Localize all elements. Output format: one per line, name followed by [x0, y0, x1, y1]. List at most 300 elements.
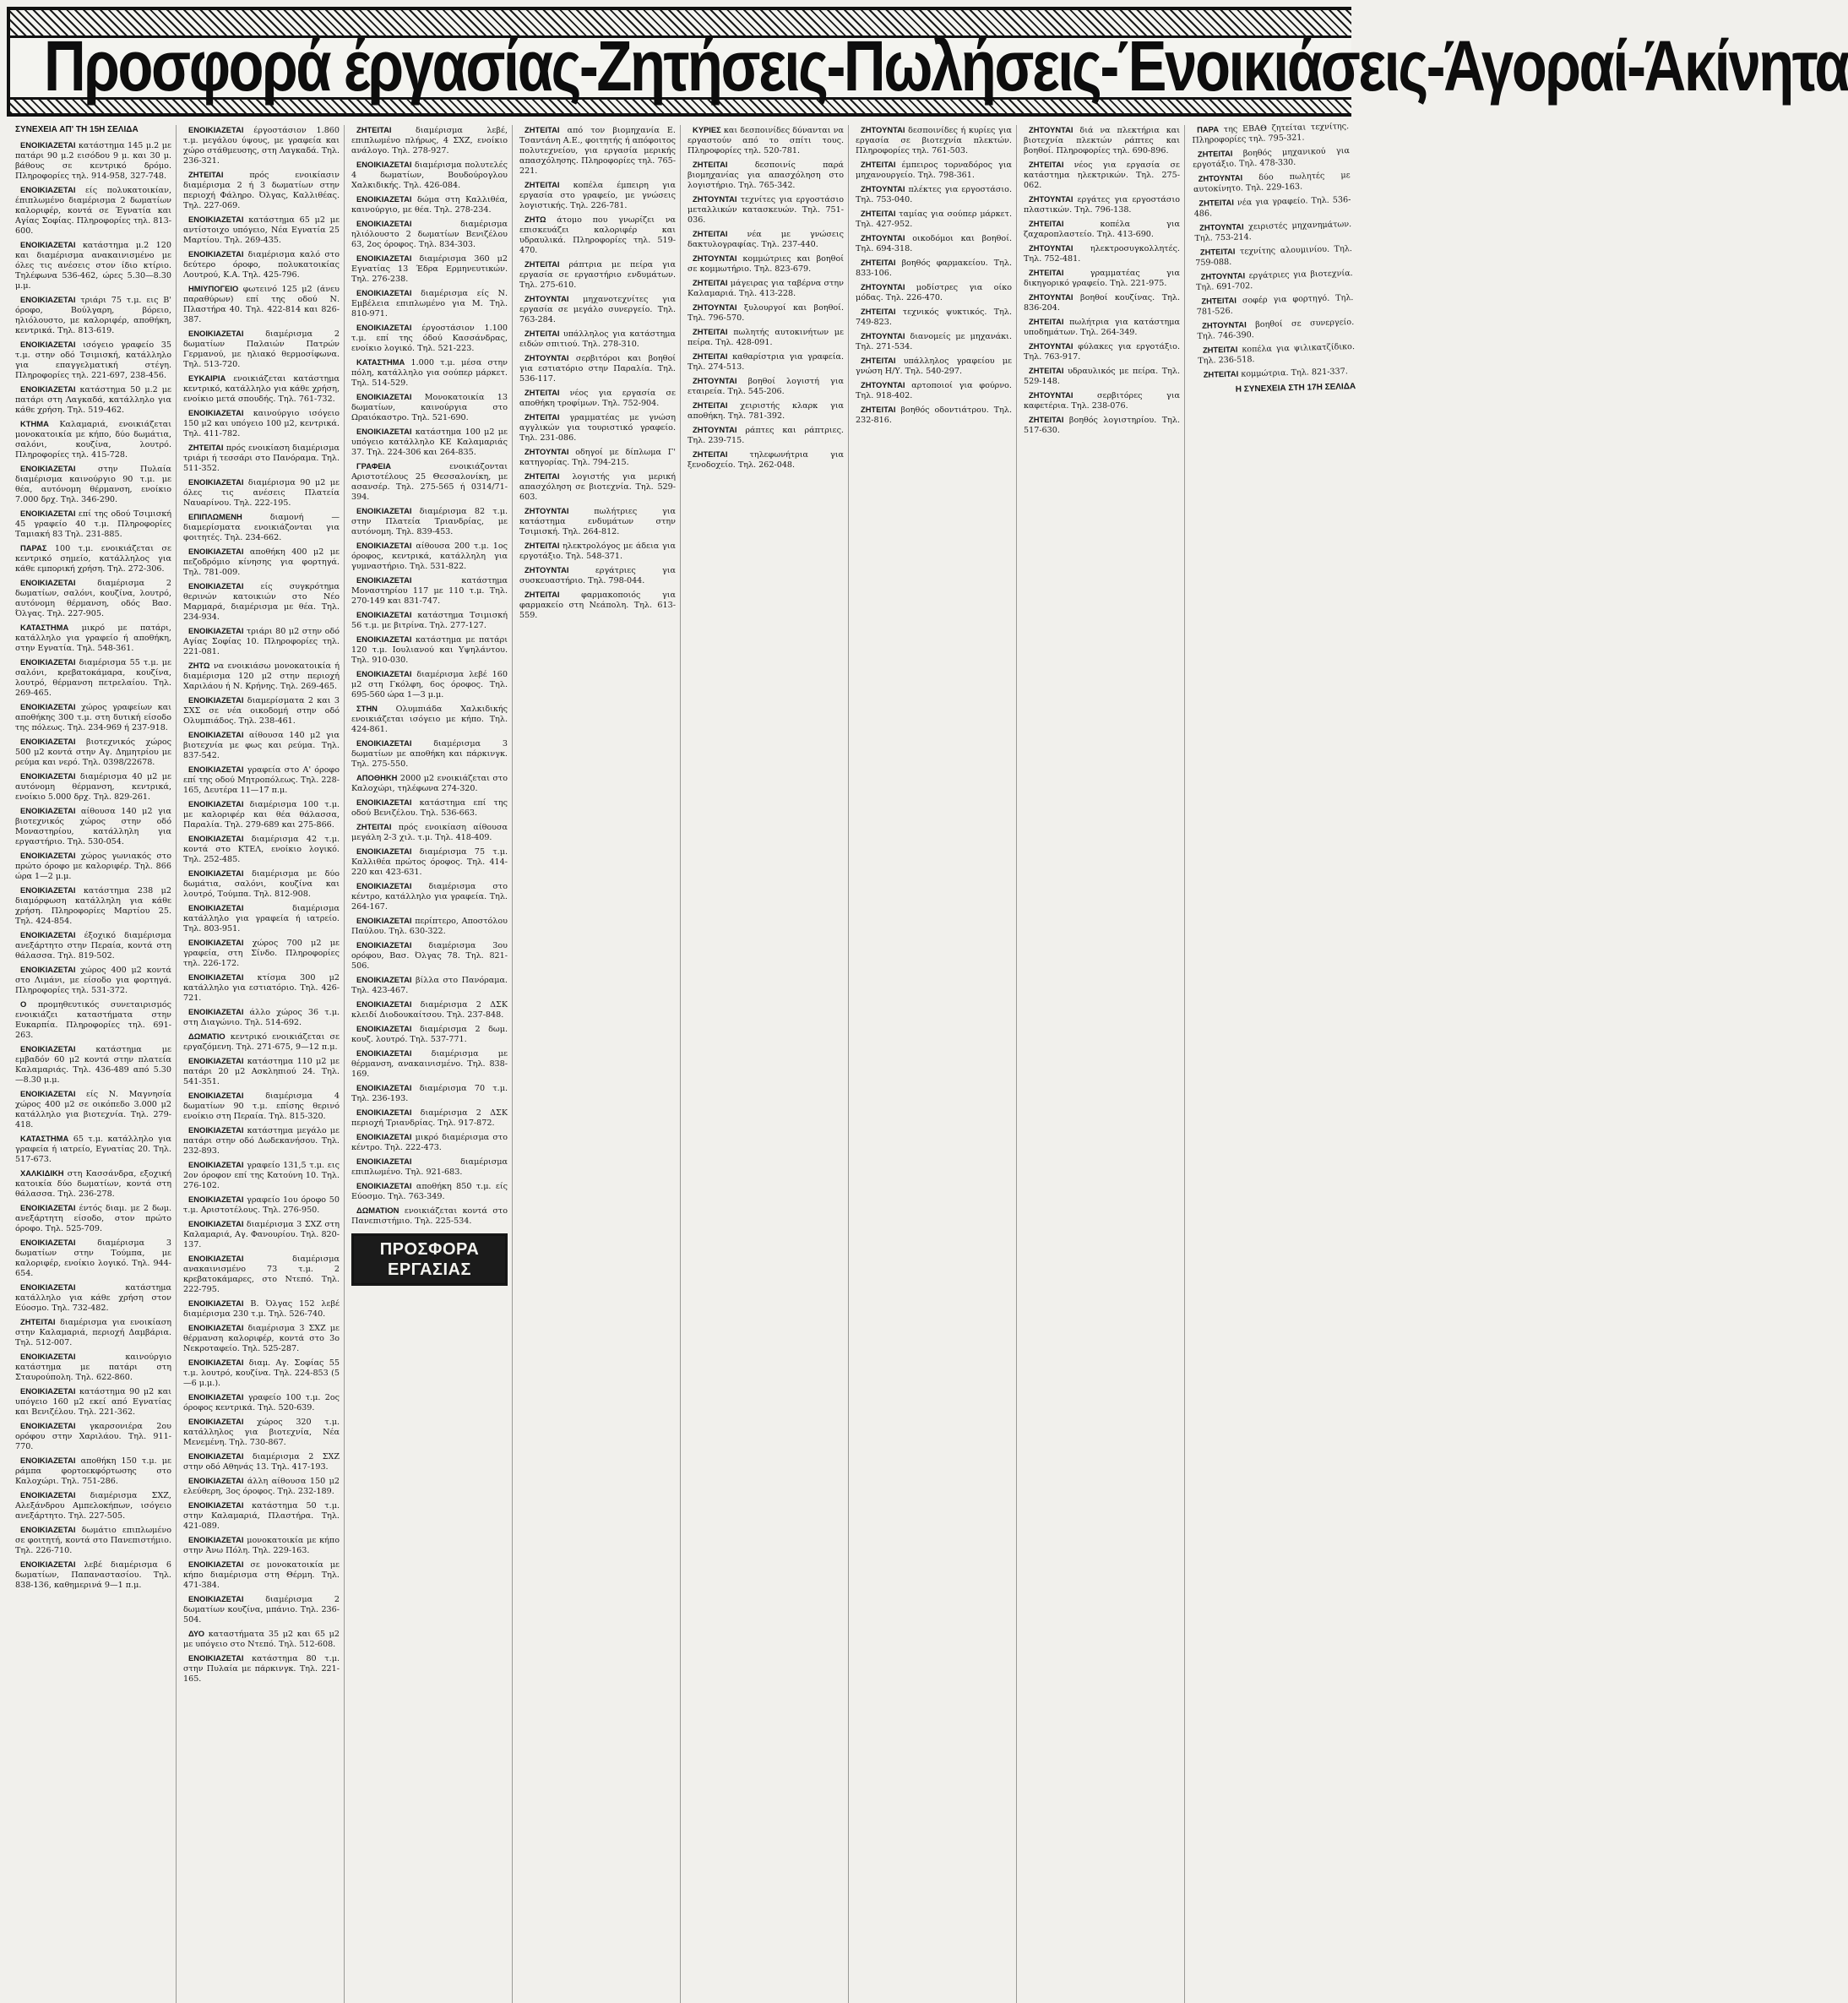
ad-text: 65 τ.μ. κατάλληλο για γραφεία ή ιατρείο, Εγνατίας 20. Τηλ. 517-673.	[15, 1135, 171, 1164]
ad-text: βοηθοί σε συνεργείο. Τηλ. 746-390.	[1197, 318, 1355, 341]
classified-ad	[15, 1203, 171, 1234]
ad-lead-word: ΕΝΟΙΚΙΑΖΕΤΑΙ	[188, 408, 244, 417]
column-3-ads	[351, 125, 508, 1227]
classified-ad	[688, 449, 844, 471]
classified-ad	[519, 471, 676, 503]
column-8-ads	[1192, 121, 1356, 381]
ad-lead-word: ΕΝΟΙΚΙΑΖΕΤΑΙ	[188, 125, 244, 134]
ad-text: βίλλα στο Πανόραμα. Τηλ. 423-467.	[351, 976, 508, 995]
column-7-ads	[1024, 125, 1180, 436]
ad-text: διαμέρισμα 2 ΔΣΚ περιοχή Τριανδρίας. Τηλ. 917-872.	[351, 1108, 508, 1128]
ad-lead-word: ΖΗΤΕΙΤΑΙ	[356, 125, 392, 134]
ad-text: ενοικιάζεται κατάστημα κεντρικό, κατάλληλο για κάθε χρήση, ενοίκιο μετά σπουδής. Τηλ. 761-732.	[183, 374, 340, 404]
ad-text: κατάστημα με πατάρι 120 τ.μ. Ιουλιανού και Υψηλάντου. Τηλ. 910-030.	[351, 635, 508, 665]
classified-ad	[183, 1417, 340, 1448]
ad-lead-word: ΕΝΟΙΚΙΑΖΕΤΑΙ	[188, 1476, 244, 1485]
ad-lead-word: ΖΗΤΟΥΝΤΑΙ	[693, 253, 737, 263]
classified-ad	[15, 1317, 171, 1348]
ad-lead-word: ΕΝΟΙΚΙΑΖΕΤΑΙ	[356, 288, 412, 297]
classified-ad	[856, 405, 1012, 426]
ad-text: διαμέρισμα καλό στο δεύτερο όροφο, πολυκατοικίας Λουτρού, Κ.Α. Τηλ. 425-796.	[183, 250, 340, 280]
ad-text: διαμέρισμα 3 ΣΧΖ με θέρμανση καλοριφέρ, κοντά στο 3ο Νεκροταφείο. Τηλ. 525-287.	[183, 1324, 340, 1353]
continued-from-label: ΣΥΝΕΧΕΙΑ ΑΠ' ΤΗ 15Η ΣΕΛΙΔΑ	[15, 125, 139, 134]
ad-lead-word: ΖΗΤΕΙΤΑΙ	[861, 307, 896, 316]
ad-text: διαμέρισμα 2 ΣΧΖ στην οδό Αθηνάς 13. Τηλ. 417-193.	[183, 1452, 340, 1472]
ad-text: διαμέρισμα στο κέντρο, κατάλληλο για γραφεία. Τηλ. 264-167.	[351, 882, 508, 912]
classified-ad	[183, 1298, 340, 1320]
classified-ad	[688, 253, 844, 275]
classified-ad	[856, 331, 1012, 352]
ad-text: εργάτες για εργοστάσιο πλαστικών. Τηλ. 796-138.	[1024, 195, 1180, 215]
ad-text: χώρος 700 μ2 με γραφεία, στη Σίνδο. Πληροφορίες τηλ. 226-172.	[183, 939, 340, 968]
ad-text: διαμέρισμα για ενοικίαση στην Καλαμαριά, περιοχή Δαμβάρια. Τηλ. 512-007.	[15, 1318, 171, 1347]
ad-text: Β. Όλγας 152 λεβέ διαμέρισμα 230 τ.μ. Τηλ. 526-740.	[183, 1299, 340, 1319]
ad-lead-word: ΕΝΟΙΚΙΑΖΕΤΑΙ	[188, 1125, 244, 1135]
classified-ad	[15, 930, 171, 961]
ad-lead-word: ΖΗΤΕΙΤΑΙ	[525, 590, 560, 599]
ad-lead-word: ΖΗΤΕΙΤΑΙ	[693, 400, 728, 410]
ad-text: διαμονή — διαμερίσματα ενοικιάζονται για φοιτητές. Τηλ. 234-662.	[183, 513, 340, 542]
classified-ad	[183, 170, 340, 211]
ad-lead-word: ΕΝΟΙΚΙΑΖΕΤΑΙ	[356, 1132, 412, 1141]
classifieds-columns	[15, 122, 1356, 2003]
ad-text: καταστήματα 35 μ2 και 65 μ2 με υπόγειο στο Ντεπό. Τηλ. 512-608.	[183, 1630, 340, 1649]
classified-ad	[688, 351, 844, 373]
ad-lead-word: ΖΗΤΕΙΤΑΙ	[693, 327, 728, 336]
classified-ad	[351, 704, 508, 735]
classified-ad	[1024, 268, 1180, 289]
ad-text: επί της οδού Τσιμισκή 45 γραφείο 40 τ.μ. Πληροφορίες Ταμιακή 83 Τηλ. 231-885.	[15, 509, 171, 539]
classified-ad	[351, 634, 508, 666]
ad-lead-word: ΖΗΤΟΥΝΤΑΙ	[1029, 125, 1073, 134]
ad-text: υπάλληλος γραφείου με γνώση Η/Υ. Τηλ. 540-297.	[856, 357, 1012, 376]
ad-text: διαμέρισμα 42 τ.μ. κοντά στο ΚΤΕΛ, ενοίκιο λογικό. Τηλ. 252-485.	[183, 835, 340, 864]
ad-lead-word: ΕΝΟΙΚΙΑΖΕΤΑΙ	[356, 916, 412, 925]
ad-lead-word: ΖΗΤΕΙΤΑΙ	[1029, 160, 1064, 169]
ad-lead-word: ΖΗΤΕΙΤΑΙ	[1201, 295, 1237, 306]
classified-ad	[183, 1559, 340, 1591]
ad-lead-word: ΕΝΟΙΚΙΑΖΕΤΑΙ	[20, 930, 76, 939]
classified-ad	[15, 737, 171, 768]
classified-ad	[1192, 121, 1350, 146]
classified-ad	[1024, 194, 1180, 215]
ad-lead-word: ΕΝΟΙΚΙΑΖΕΤΑΙ	[20, 851, 76, 860]
ad-lead-word: ΖΗΤΕΙΤΑΙ	[1029, 317, 1064, 326]
ad-text: είς συγκρότημα θερινών κατοικιών στο Νέο Μαρμαρά, διαμέρισμα με θέα. Τηλ. 234-934.	[183, 582, 340, 622]
ad-text: ενοικιάζονται Αριστοτέλους 25 Θεσσαλονίκη, με ασανσέρ. Τηλ. 275-565 ή 0314/71-394.	[351, 462, 508, 502]
ad-lead-word: ΕΝΟΙΚΙΑΖΕΤΑΙ	[20, 1525, 76, 1534]
classified-ad	[351, 669, 508, 700]
ad-lead-word: ΕΝΟΙΚΙΑΖΕΤΑΙ	[20, 1352, 76, 1361]
classified-ad	[183, 626, 340, 657]
ad-lead-word: ΕΝΟΙΚΙΑΖΕΤΑΙ	[356, 797, 412, 807]
classified-ad	[15, 885, 171, 927]
ad-text: 100 τ.μ. ενοικιάζεται σε κεντρικό σημείο, κατάλληλος για κάθε εμπορική χρήση. Τηλ. 272-306.	[15, 544, 171, 574]
classified-ad	[351, 1157, 508, 1178]
ad-lead-word: ΖΗΤΕΙΤΑΙ	[525, 125, 560, 134]
ad-text: τεχνίτης αλουμινίου. Τηλ. 759-088.	[1195, 244, 1353, 268]
ad-text: και δεσποινίδες δύνανται να εργαστούν από το σπίτι τους. Πληροφορίες τηλ. 520-781.	[688, 126, 844, 155]
ad-lead-word: ΖΗΤΕΙΤΑΙ	[525, 329, 560, 338]
ad-text: υδραυλικός με πείρα. Τηλ. 529-148.	[1024, 367, 1180, 386]
ad-text: αίθουσα 200 τ.μ. 1ος όροφος, κεντρικά, κατάλληλη για γυμναστήριο. Τηλ. 531-822.	[351, 542, 508, 571]
classified-ad	[688, 160, 844, 191]
classified-ad	[183, 972, 340, 1004]
classified-ad	[15, 1352, 171, 1383]
classified-ad	[15, 806, 171, 847]
classified-ad	[15, 702, 171, 733]
ad-text: πωλητής αυτοκινήτων με πείρα. Τηλ. 428-091.	[688, 328, 844, 347]
ad-text: της ΕΒΑΘ ζητείται τεχνίτης. Πληροφορίες τηλ. 795-321.	[1192, 122, 1350, 145]
ad-lead-word: ΖΗΤΕΙΤΑΙ	[693, 278, 728, 287]
classified-ad	[183, 1125, 340, 1157]
ad-text: κατάστημα μ.2 120 και διαμέρισμα ανακαινισμένο με όλες τις ανέσεις στον ίδιο κτίριο. Τηλέφωνα 536-462, ώρες 5.30—8.30 μ.μ.	[15, 241, 171, 291]
ad-lead-word: ΖΗΤΕΙΤΑΙ	[525, 541, 560, 550]
classified-ad	[183, 1653, 340, 1685]
ad-lead-word: ΠΑΡΑ	[1196, 124, 1220, 134]
classified-ad	[688, 376, 844, 397]
ad-lead-word: ΖΗΤΟΥΝΤΑΙ	[693, 302, 737, 312]
ad-text: πωλήτριες για κατάστημα ενδυμάτων στην Τσιμισκή. Τηλ. 264-812.	[519, 507, 676, 536]
ad-text: νέος για εργασία σε αποθήκη τροφίμων. Τηλ. 752-904.	[519, 389, 676, 408]
column-2-ads	[183, 125, 340, 1685]
ad-text: δωμάτιο επιπλωμένο σε φοιτητή, κοντά στο Πανεπιστήμιο. Τηλ. 226-710.	[15, 1526, 171, 1555]
ad-text: νέα για γραφείο. Τηλ. 536-486.	[1193, 195, 1351, 219]
classified-ad	[351, 288, 508, 319]
ad-lead-word: ΧΑΛΚΙΔΙΚΗ	[20, 1168, 64, 1178]
ad-text: έντός διαμ. με 2 δωμ. ανεξάρτητη είσοδο, στον πρώτο όροφο. Τηλ. 525-709.	[15, 1204, 171, 1233]
ad-lead-word: ΖΗΤΟΥΝΤΑΙ	[525, 447, 569, 456]
classified-ad	[183, 868, 340, 900]
ad-lead-word: ΖΗΤΟΥΝΤΑΙ	[1029, 341, 1073, 351]
ad-text: πρός ενοικίασιν διαμέρισμα 2 ή 3 δωματίων στην περιοχή Φάληρο. Όλγας, Καλλιθέας. Τηλ. 227-069.	[183, 171, 340, 210]
classified-ad	[856, 209, 1012, 230]
classified-ad	[183, 1007, 340, 1028]
ad-lead-word: ΕΝΟΙΚΙΑΖΕΤΑΙ	[356, 1181, 412, 1190]
ad-text: διά να πλεκτήρια και βιοτεχνία πλεκτών ράπτες και βοηθοί. Πληροφορίες τηλ. 690-896.	[1024, 126, 1180, 155]
ad-text: διαμέρισμα 75 τ.μ. Καλλιθέα πρώτος όροφος. Τηλ. 414-220 και 423-631.	[351, 847, 508, 877]
ad-lead-word: ΖΗΤΕΙΤΑΙ	[693, 160, 728, 169]
classified-ad	[183, 249, 340, 280]
ad-lead-word: ΖΗΤΕΙΤΑΙ	[1199, 246, 1236, 257]
ad-text: γκαρσονιέρα 2ου ορόφου στην Χαριλάου. Τηλ. 911-770.	[15, 1422, 171, 1451]
continued-to-label: Η ΣΥΝΕΧΕΙΑ ΣΤΗ 17Η ΣΕΛΙΔΑ	[1235, 382, 1356, 395]
ad-text: αίθουσα 140 μ2 για βιοτεχνία με φως και ρεύμα. Τηλ. 837-542.	[183, 731, 340, 760]
ad-text: διανομείς με μηχανάκι. Τηλ. 271-534.	[856, 332, 1012, 351]
ad-text: διαμέρισμα ηλιόλουστο 2 δωματίων Βενιζέλου 63, 2ος όροφος. Τηλ. 834-303.	[351, 220, 508, 249]
ad-text: στην Πυλαία διαμέρισμα καινούργιο 90 τ.μ. με θέα, αυτόνομη θέρμανση, ενοίκιο 7.000 δρχ. Τηλ. 346-290.	[15, 465, 171, 504]
ad-lead-word: ΖΗΤΟΥΝΤΑΙ	[861, 125, 905, 134]
ad-lead-word: ΕΝΟΙΚΙΑΖΕΤΑΙ	[188, 799, 244, 808]
classified-ad	[1196, 268, 1354, 293]
ad-lead-word: ΕΝΟΙΚΙΑΖΕΤΑΙ	[356, 1157, 412, 1166]
classified-ad	[856, 356, 1012, 377]
ad-lead-word: ΖΗΤΟΥΝΤΑΙ	[525, 506, 569, 515]
ad-lead-word: ΕΝΟΙΚΙΑΖΕΤΑΙ	[20, 340, 76, 349]
ad-text: κατάστημα 145 μ.2 με πατάρι 90 μ.2 εισόδου 9 μ. και 30 μ. βάθους σε κεντρικό δρόμο. Πληροφορίες τηλ. 914-958, 327-748.	[15, 141, 171, 181]
ad-text: έργοστάσιον 1.100 τ.μ. επί της όδού Κασσάνδρας, ενοίκιο λογικό. Τηλ. 521-223.	[351, 324, 508, 353]
ad-text: διαμέρισμα λεβέ, επιπλωμένο πλήρως, 4 ΣΧΖ, ενοίκιο ανάλογο. Τηλ. 278-927.	[351, 126, 508, 155]
ad-text: χώρος 400 μ2 κοντά στο Λιμάνι, με είσοδο για φορτηγά. Πληροφορίες τηλ. 531-372.	[15, 966, 171, 995]
classified-ad	[15, 623, 171, 654]
classified-ad	[856, 282, 1012, 303]
ad-text: έμπειρος τορναδόρος για μηχανουργείο. Τηλ. 798-361.	[856, 161, 1012, 180]
ad-lead-word: ΕΝΟΙΚΙΑΖΕΤΑΙ	[20, 384, 76, 394]
ad-lead-word: ΕΝΟΙΚΙΑΖΕΤΑΙ	[188, 1559, 244, 1569]
column-7	[1024, 125, 1185, 2003]
classified-ad	[519, 329, 676, 350]
classified-ad	[351, 881, 508, 912]
classified-ad	[351, 253, 508, 285]
ad-lead-word: ΖΗΤΕΙΤΑΙ	[1029, 219, 1064, 228]
classified-ad	[1195, 243, 1353, 269]
ad-text: είς Ν. Μαγνησία χώρος 400 μ2 σε οικόπεδο 3.000 μ2 κατάλληλο για βιοτεχνία. Τηλ. 279-418.	[15, 1090, 171, 1129]
classified-ad	[15, 1044, 171, 1086]
ad-text: κοπέλα για ζαχαροπλαστείο. Τηλ. 413-690.	[1024, 220, 1180, 239]
ad-lead-word: ΖΗΤΕΙΤΑΙ	[1029, 268, 1064, 277]
ad-lead-word: ΖΗΤΕΙΤΑΙ	[1203, 368, 1239, 379]
ad-lead-word: ΕΝΟΙΚΙΑΖΕΤΑΙ	[188, 1653, 244, 1663]
ad-lead-word: ΖΗΤΕΙΤΑΙ	[861, 160, 896, 169]
ad-text: δεσποινίς παρά βιομηχανίας για απασχόληση στο λογιστήριο. Τηλ. 765-342.	[688, 161, 844, 190]
ad-lead-word: ΚΥΡΙΕΣ	[693, 125, 721, 134]
ad-text: λογιστής για μερική απασχόληση σε βιοτεχνία. Τηλ. 529-603.	[519, 472, 676, 502]
ad-lead-word: ΕΝΟΙΚΙΑΖΕΤΑΙ	[188, 972, 244, 982]
ad-lead-word: ΕΝΟΙΚΙΑΖΕΤΑΙ	[356, 940, 412, 950]
classified-ad	[15, 1456, 171, 1487]
ad-text: διαμέρισμα 3 ΣΧΖ στη Καλαμαριά, Αγ. Φανουρίου. Τηλ. 820-137.	[183, 1220, 340, 1249]
ad-text: από τον βιομηχανία Ε. Τσαντάνη Α.Ε., φοιτητής ή απόφοιτος πολυτεχνείου, για εργασία μερικής απασχόλησης. Πληροφορίες τηλ. 765-221.	[519, 126, 676, 176]
ad-lead-word: ΖΗΤΕΙΤΑΙ	[1029, 366, 1064, 375]
ad-lead-word: ΖΗΤΟΥΝΤΑΙ	[1029, 292, 1073, 302]
ad-lead-word: ΔΥΟ	[188, 1629, 205, 1638]
ad-lead-word: ΖΗΤΟΥΝΤΑΙ	[861, 233, 905, 242]
ad-text: εργάτριες για συσκευαστήριο. Τηλ. 798-044.	[519, 566, 676, 585]
ad-lead-word: ΕΝΟΙΚΙΑΖΕΤΑΙ	[356, 1048, 412, 1058]
classified-ad	[1198, 366, 1356, 381]
ad-text: διαμέρισμα 2 δωμ. κουζ. λουτρό. Τηλ. 537-771.	[351, 1025, 508, 1044]
classified-ad	[183, 1031, 340, 1053]
ad-lead-word: ΖΗΤΕΙΤΑΙ	[1202, 344, 1238, 355]
ad-text: πρός ενοικίαση αίθουσα μεγάλη 2-3 χιλ. τ.μ. Τηλ. 418-409.	[351, 823, 508, 842]
ad-text: πωλήτρια για κατάστημα υποδημάτων. Τηλ. 264-349.	[1024, 318, 1180, 337]
ad-text: διαμέρισμα 2 ΔΣΚ κλειδί Διοδουκαίτσου. Τηλ. 237-848.	[351, 1000, 508, 1020]
ad-lead-word: ΕΝΟΙΚΙΑΖΕΤΑΙ	[188, 1056, 244, 1065]
classified-ad	[183, 903, 340, 934]
ad-text: σερβιτόροι και βοηθοί για εστιατόριο στην Παραλία. Τηλ. 536-117.	[519, 354, 676, 384]
ad-lead-word: ΖΗΤΩ	[525, 215, 546, 224]
ad-text: κομμώτριες και βοηθοί σε κομμωτήριο. Τηλ. 823-679.	[688, 254, 844, 274]
classified-ad	[351, 916, 508, 937]
ad-lead-word: ΕΝΟΙΚΙΑΖΕΤΑΙ	[188, 1160, 244, 1169]
ad-text: διαμέρισμα με δύο δωμάτια, σαλόνι, κουζίνα και λουτρό, Τούμπα. Τηλ. 812-908.	[183, 869, 340, 899]
ad-lead-word: Ο	[20, 999, 27, 1009]
classified-ad	[183, 730, 340, 761]
ad-lead-word: ΖΗΤΕΙΤΑΙ	[693, 449, 728, 459]
ad-lead-word: ΖΗΤΟΥΝΤΑΙ	[1199, 221, 1244, 232]
classified-ad	[351, 738, 508, 770]
ad-lead-word: ΕΝΟΙΚΙΑΖΕΤΑΙ	[188, 215, 244, 224]
classified-ad	[688, 400, 844, 422]
classified-ad	[183, 408, 340, 439]
classified-ad	[15, 1525, 171, 1556]
classified-ad	[15, 1559, 171, 1591]
ad-text: κατάστημα 50 τ.μ. στην Καλαμαριά, Πλαστήρα. Τηλ. 421-089.	[183, 1501, 340, 1531]
ad-text: κατάστημα κατάλληλο για κάθε χρήση στον Εύοσμο. Τηλ. 732-482.	[15, 1283, 171, 1313]
ad-text: γραφείο 131,5 τ.μ. εις 2ον όροφον επί της Κατούνη 10. Τηλ. 276-102.	[183, 1161, 340, 1190]
classified-ad	[856, 160, 1012, 181]
ad-text: κατάστημα Τσιμισκή 56 τ.μ. με βιτρίνα. Τηλ. 277-127.	[351, 611, 508, 630]
ad-text: διαμέρισμα πολυτελές 4 δωματίων, Βουδούρογλου Χαλκιδικής. Τηλ. 426-084.	[351, 161, 508, 190]
ad-lead-word: ΖΗΤΟΥΝΤΑΙ	[1029, 390, 1073, 400]
ad-text: διαμέρισμα κατάλληλο για γραφεία ή ιατρείο. Τηλ. 803-951.	[183, 904, 340, 933]
classified-ad	[351, 1024, 508, 1045]
classified-ad	[15, 419, 171, 460]
ad-lead-word: ΕΥΚΑΙΡΙΑ	[188, 373, 226, 383]
classified-ad	[351, 1132, 508, 1153]
ad-text: άλλη αίθουσα 150 μ2 ελεύθερη, 3ος όροφος. Τηλ. 232-189.	[183, 1477, 340, 1496]
ad-text: περίπτερο, Αποστόλου Παύλου. Τηλ. 630-322.	[351, 917, 508, 936]
ad-text: στη Κασσάνδρα, εξοχική κατοικία δύο δωματίων, κοντά στη θάλασσα. Τηλ. 236-278.	[15, 1169, 171, 1199]
ad-text: προμηθευτικός συνεταιρισμός ενοικιάζει καταστήματα στην Ευκαρπία. Πληροφορίες τηλ. 691-263.	[15, 1000, 171, 1040]
ad-lead-word: ΕΝΟΙΚΙΑΖΕΤΑΙ	[188, 1254, 244, 1263]
classified-ad	[183, 1594, 340, 1625]
classified-ad	[688, 327, 844, 348]
ad-lead-word: ΕΝΟΙΚΙΑΖΕΤΑΙ	[356, 160, 412, 169]
ad-lead-word: ΕΝΟΙΚΙΑΖΕΤΑΙ	[188, 1451, 244, 1461]
ad-text: τηλεφωνήτρια για ξενοδοχείο. Τηλ. 262-048.	[688, 450, 844, 470]
ad-lead-word: ΕΝΟΙΚΙΑΖΕΤΑΙ	[188, 1195, 244, 1204]
ad-text: μικρό με πατάρι, κατάλληλο για γραφείο ή αποθήκη, στην Εγνατία. Τηλ. 548-361.	[15, 623, 171, 653]
ad-text: τριάρι 75 τ.μ. εις Β' όροφο, Βούλγαρη, βόρειο, ηλιόλουστο, με καλοριφέρ, αποθήκη, κεντρικά. Τηλ. 813-619.	[15, 296, 171, 335]
ad-text: διαμέρισμα 2 δωματίων κουζίνα, μπάνιο. Τηλ. 236-504.	[183, 1595, 340, 1625]
ad-text: καινούργιο κατάστημα με πατάρι στη Σταυρούπολη. Τηλ. 622-860.	[15, 1353, 171, 1382]
ad-lead-word: ΕΝΟΙΚΙΑΖΕΤΑΙ	[20, 185, 76, 194]
ad-lead-word: ΕΝΟΙΚΙΑΖΕΤΑΙ	[20, 1456, 76, 1465]
classified-ad	[183, 1476, 340, 1497]
classified-ad	[351, 1181, 508, 1202]
ad-text: ταμίας για σούπερ μάρκετ. Τηλ. 427-952.	[856, 210, 1012, 229]
classified-ad	[1193, 145, 1351, 171]
ad-lead-word: ΔΩΜΑΤΙΟ	[188, 1031, 226, 1041]
classified-ad	[15, 1134, 171, 1165]
classified-ad	[1197, 317, 1355, 342]
ad-lead-word: ΕΝΟΙΚΙΑΖΕΤΑΙ	[188, 765, 244, 774]
classified-ad	[183, 477, 340, 509]
ad-lead-word: ΖΗΤΕΙΤΑΙ	[525, 259, 560, 269]
classified-ad	[856, 184, 1012, 205]
classified-ad	[15, 464, 171, 505]
ad-text: σοφέρ για φορτηγό. Τηλ. 781-526.	[1196, 293, 1354, 317]
ad-text: δεσποινίδες ή κυρίες για εργασία σε βιοτεχνία πλεκτών. Πληροφορίες τηλ. 761-503.	[856, 126, 1012, 155]
ad-text: φύλακες για εργοτάξιο. Τηλ. 763-917.	[1024, 342, 1180, 362]
ad-lead-word: ΕΝΟΙΚΙΑΖΕΤΑΙ	[188, 903, 244, 912]
ad-lead-word: ΕΝΟΙΚΙΑΖΕΤΑΙ	[188, 329, 244, 338]
ad-text: 2000 μ2 ενοικιάζεται στο Καλοχώρι, τηλέφωνα 274-320.	[351, 774, 508, 793]
ad-lead-word: ΕΝΟΙΚΙΑΖΕΤΑΙ	[356, 1083, 412, 1092]
ad-lead-word: ΚΑΤΑΣΤΗΜΑ	[356, 357, 405, 367]
ad-text: βοηθός μηχανικού για εργοτάξιο. Τηλ. 478-330.	[1193, 146, 1351, 170]
ad-text: αποθήκη 400 μ2 με πεζοδρόμιο κίνησης για φορτηγά. Τηλ. 781-009.	[183, 547, 340, 577]
ad-text: κατάστημα 50 μ.2 με πατάρι στη Λαγκαδά, κατάλληλο για κάθε χρήση. Τηλ. 519-462.	[15, 385, 171, 415]
classified-ad	[1193, 194, 1351, 220]
ad-text: γραφείο 100 τ.μ. 2ος όροφος κεντρικά. Τηλ. 520-639.	[183, 1393, 340, 1412]
ad-lead-word: ΕΝΟΙΚΙΑΖΕΤΑΙ	[20, 1203, 76, 1212]
ad-text: κατάστημα 65 μ2 με αντίστοιχο υπόγειο, Νέα Εγνατία 25 Μαρτίου. Τηλ. 269-435.	[183, 215, 340, 245]
ad-lead-word: ΑΠΟΘΗΚΗ	[356, 773, 398, 782]
ad-text: γραφεία στο Α' όροφο επί της οδού Μητροπόλεως. Τηλ. 228-165, Δευτέρα 11—17 π.μ.	[183, 765, 340, 795]
classified-ad	[351, 999, 508, 1021]
classified-ad	[519, 590, 676, 621]
ad-text: διαμ. Αγ. Σοφίας 55 τ.μ. λουτρό, κουζίνα. Τηλ. 224-853 (5—6 μ.μ.).	[183, 1358, 340, 1388]
classified-ad	[15, 1168, 171, 1200]
column-1-ads	[15, 140, 171, 1591]
classified-ad	[856, 233, 1012, 254]
classified-ad	[688, 229, 844, 250]
classified-ad	[183, 1323, 340, 1354]
ad-text: διαμέρισμα είς Ν. Εμβέλεια επιπλωμένο για Μ. Τηλ. 810-971.	[351, 289, 508, 318]
ad-text: τεχνικός ψυκτικός. Τηλ. 749-823.	[856, 308, 1012, 327]
ad-text: τριάρι 80 μ2 στην οδό Αγίας Σοφίας 10. Πληροφορίες τηλ. 221-081.	[183, 627, 340, 656]
classified-ad	[519, 412, 676, 444]
ad-text: διαμέρισμα ΣΧΖ, Αλεξάνδρου Αμπελοκήπων, ισόγειο ανεξάρτητο. Τηλ. 227-505.	[15, 1491, 171, 1521]
ad-lead-word: ΕΝΟΙΚΙΑΖΕΤΑΙ	[188, 477, 244, 487]
ad-lead-word: ΕΝΟΙΚΙΑΖΕΤΑΙ	[356, 1024, 412, 1033]
ad-text: διαμέρισμα λεβέ 160 μ2 στη Γκόλφη, 6ος όροφος. Τηλ. 695-560 ώρα 1—3 μ.μ.	[351, 670, 508, 699]
classified-ad	[183, 1358, 340, 1389]
classified-ad	[1196, 292, 1354, 318]
ad-lead-word: ΕΝΟΙΚΙΑΖΕΤΑΙ	[20, 240, 76, 249]
classified-ad	[856, 258, 1012, 279]
ad-text: κατάστημα Μοναστηρίου 117 με 110 τ.μ. Τηλ. 270-149 και 831-747.	[351, 576, 508, 606]
ad-text: σε μονοκατοικία με κήπο διαμέρισμα στη Θέρμη. Τηλ. 471-384.	[183, 1560, 340, 1590]
ad-lead-word: ΕΝΟΙΚΙΑΖΕΤΑΙ	[20, 702, 76, 711]
classified-ad	[183, 1629, 340, 1650]
ad-text: βοηθοί κουζίνας. Τηλ. 836-204.	[1024, 293, 1180, 313]
ad-text: πλέκτες για εργοστάσιο. Τηλ. 753-040.	[856, 185, 1012, 204]
classified-ad	[183, 1160, 340, 1191]
classified-ad	[183, 1056, 340, 1087]
ad-text: νέος για εργασία σε κατάστημα ηλεκτρικών. Τηλ. 275-062.	[1024, 161, 1180, 190]
ad-text: καινούργιο ισόγειο 150 μ2 και υπόγειο 100 μ2, κεντρικά. Τηλ. 411-782.	[183, 409, 340, 438]
ad-text: διαμέρισμα 90 μ2 με όλες τις ανέσεις Πλατεία Ναυαρίνου. Τηλ. 222-195.	[183, 478, 340, 508]
classified-ad	[15, 965, 171, 996]
classified-ad	[351, 125, 508, 156]
classified-ad	[15, 851, 171, 882]
ad-lead-word: ΖΗΤΟΥΝΤΑΙ	[1029, 243, 1073, 253]
ad-lead-word: ΕΝΟΙΚΙΑΖΕΤΑΙ	[188, 1358, 244, 1367]
classified-ad	[183, 661, 340, 692]
classified-ad	[519, 294, 676, 325]
classified-ad	[183, 215, 340, 246]
ad-text: διαμέρισμα 360 μ2 Εγνατίας 13 Έδρα Ερμηνευτικών. Τηλ. 276-238.	[351, 254, 508, 284]
ad-lead-word: ΖΗΤΟΥΝΤΑΙ	[693, 376, 737, 385]
column-6	[856, 125, 1017, 2003]
ad-lead-word: ΕΝΟΙΚΙΑΖΕΤΑΙ	[20, 295, 76, 304]
classified-ad	[1024, 317, 1180, 338]
ad-text: γραμματέας με γνώση αγγλικών για τουριστικό γραφείο. Τηλ. 231-086.	[519, 413, 676, 443]
ad-lead-word: ΖΗΤΕΙΤΑΙ	[1197, 148, 1233, 159]
ad-lead-word: ΖΗΤΟΥΝΤΑΙ	[525, 294, 569, 303]
ad-text: ηλεκτρολόγος με άδεια για εργοτάξιο. Τηλ. 548-371.	[519, 542, 676, 561]
ad-lead-word: ΖΗΤΟΥΝΤΑΙ	[861, 282, 905, 291]
ad-text: ράπτες και ράπτριες. Τηλ. 239-715.	[688, 426, 844, 445]
ad-lead-word: ΕΝΟΙΚΙΑΖΕΤΑΙ	[188, 1417, 244, 1426]
ad-lead-word: ΕΝΟΙΚΙΑΖΕΤΑΙ	[356, 219, 412, 228]
ad-text: διαμέρισμα 40 μ2 με αυτόνομη θέρμανση, κεντρικά, ενοίκιο 5.000 δρχ. Τηλ. 829-261.	[15, 772, 171, 802]
ad-text: διαμέρισμα 4 δωματίων 90 τ.μ. επίσης θερινό ενοίκιο στη Περαία. Τηλ. 815-320.	[183, 1091, 340, 1121]
ad-lead-word: ΕΝΟΙΚΙΑΖΕΤΑΙ	[356, 323, 412, 332]
